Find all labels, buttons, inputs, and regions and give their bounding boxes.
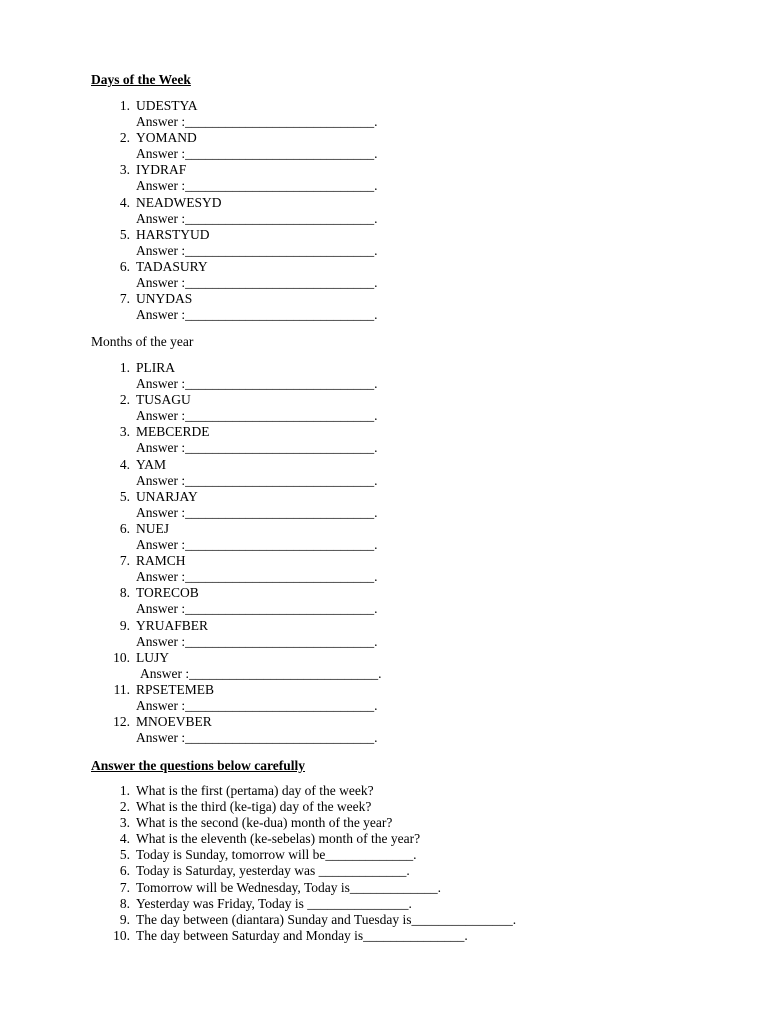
question-number: 5.	[119, 847, 130, 863]
scrambled-word: NEADWESYD	[136, 194, 222, 210]
question-number: 6.	[119, 863, 130, 879]
list-item	[0, 227, 700, 259]
answer-blank: Answer :____________________________.	[136, 633, 378, 649]
list-item	[0, 392, 700, 424]
answer-blank: Answer :____________________________.	[136, 376, 378, 391]
answer-blank: Answer :____________________________.	[136, 307, 378, 323]
item-number: 5.	[119, 226, 130, 242]
question-item	[0, 928, 700, 944]
item-number: 12.	[113, 714, 130, 730]
list-item	[0, 424, 700, 456]
scrambled-word: LUJY	[136, 649, 169, 665]
item-number: 4.	[119, 456, 130, 472]
question-number: 10.	[113, 927, 130, 943]
list-item	[0, 585, 700, 617]
answer-blank: Answer :____________________________.	[136, 504, 378, 520]
question-text: What is the second (ke-dua) month of the year?	[136, 815, 393, 831]
answer-blank: Answer :____________________________.	[136, 440, 378, 456]
item-number: 5.	[119, 488, 130, 504]
list-item	[0, 98, 700, 130]
questions-heading: Answer the questions below carefully	[91, 758, 306, 773]
answer-blank: Answer :____________________________.	[136, 730, 378, 746]
item-number: 2.	[119, 130, 130, 146]
item-number: 11.	[113, 681, 130, 697]
scrambled-word: TUSAGU	[136, 392, 191, 408]
question-text: Today is Sunday, tomorrow will be_____________.	[136, 847, 417, 863]
scrambled-word: TADASURY	[136, 258, 208, 274]
item-number: 7.	[119, 553, 130, 569]
question-number: 8.	[119, 895, 130, 911]
scrambled-word: RPSETEMEB	[136, 681, 215, 697]
question-item	[0, 863, 700, 879]
answer-blank: Answer :____________________________.	[136, 242, 378, 258]
question-number: 2.	[119, 799, 130, 815]
list-item	[0, 291, 700, 323]
question-text: What is the first (pertama) day of the week?	[136, 783, 374, 798]
list-item	[0, 553, 700, 585]
answer-blank: Answer :____________________________.	[140, 665, 382, 681]
item-number: 1.	[119, 360, 130, 375]
answer-blank: Answer :____________________________.	[136, 601, 378, 617]
answer-blank: Answer :____________________________.	[136, 408, 378, 424]
list-item	[0, 489, 700, 521]
scrambled-word: MNOEVBER	[136, 714, 212, 730]
scrambled-word: YOMAND	[136, 130, 197, 146]
item-number: 1.	[119, 98, 130, 113]
question-text: The day between (diantara) Sunday and Tuesday is_______________.	[136, 911, 517, 927]
list-item	[0, 618, 700, 650]
question-item	[0, 815, 700, 831]
item-number: 10.	[113, 649, 130, 665]
scrambled-word: UNARJAY	[136, 488, 198, 504]
item-number: 4.	[119, 194, 130, 210]
days-heading: Days of the Week	[91, 72, 191, 87]
item-number: 7.	[119, 291, 130, 307]
answer-blank: Answer :____________________________.	[136, 146, 378, 162]
question-text: What is the eleventh (ke-sebelas) month of the year?	[136, 831, 421, 847]
scrambled-word: PLIRA	[136, 360, 176, 375]
scrambled-word: YAM	[136, 456, 167, 472]
list-item	[0, 521, 700, 553]
scrambled-word: RAMCH	[136, 553, 186, 569]
question-item	[0, 880, 700, 896]
answer-blank: Answer :____________________________.	[136, 697, 378, 713]
questions-list	[0, 783, 700, 944]
scrambled-word: MEBCERDE	[136, 424, 210, 440]
item-number: 6.	[119, 520, 130, 536]
answer-blank: Answer :____________________________.	[136, 569, 378, 585]
question-item	[0, 831, 700, 847]
answer-blank: Answer :____________________________.	[136, 536, 378, 552]
scrambled-word: IYDRAF	[136, 162, 187, 178]
question-text: What is the third (ke-tiga) day of the week?	[136, 799, 372, 815]
question-number: 4.	[119, 831, 130, 847]
answer-blank: Answer :____________________________.	[136, 274, 378, 290]
list-item	[0, 457, 700, 489]
scrambled-word: HARSTYUD	[136, 226, 210, 242]
scrambled-word: TORECOB	[136, 585, 199, 601]
question-text: Tomorrow will be Wednesday, Today is_____________.	[136, 879, 441, 895]
list-item	[0, 360, 700, 392]
item-number: 2.	[119, 392, 130, 408]
list-item	[0, 195, 700, 227]
question-item	[0, 783, 700, 799]
question-number: 1.	[119, 783, 130, 798]
question-number: 3.	[119, 815, 130, 831]
question-number: 9.	[119, 911, 130, 927]
question-text: Yesterday was Friday, Today is _______________.	[136, 895, 412, 911]
list-item	[0, 714, 700, 746]
answer-blank: Answer :____________________________.	[136, 472, 378, 488]
question-text: Today is Saturday, yesterday was _____________.	[136, 863, 410, 879]
scrambled-word: YRUAFBER	[136, 617, 209, 633]
answer-blank: Answer :____________________________.	[136, 114, 378, 129]
days-list	[0, 98, 700, 323]
question-number: 7.	[119, 879, 130, 895]
list-item	[0, 130, 700, 162]
item-number: 3.	[119, 162, 130, 178]
months-list	[0, 360, 700, 746]
item-number: 3.	[119, 424, 130, 440]
question-item	[0, 912, 700, 928]
months-heading: Months of the year	[91, 334, 194, 349]
list-item	[0, 162, 700, 194]
scrambled-word: UNYDAS	[136, 291, 193, 307]
list-item	[0, 682, 700, 714]
answer-blank: Answer :____________________________.	[136, 210, 378, 226]
item-number: 6.	[119, 258, 130, 274]
question-text: The day between Saturday and Monday is_______________.	[136, 927, 468, 943]
question-item	[0, 799, 700, 815]
item-number: 8.	[119, 585, 130, 601]
item-number: 9.	[119, 617, 130, 633]
list-item	[0, 650, 700, 682]
question-item	[0, 847, 700, 863]
scrambled-word: NUEJ	[136, 520, 169, 536]
answer-blank: Answer :____________________________.	[136, 178, 378, 194]
list-item	[0, 259, 700, 291]
scrambled-word: UDESTYA	[136, 98, 198, 113]
question-item	[0, 896, 700, 912]
